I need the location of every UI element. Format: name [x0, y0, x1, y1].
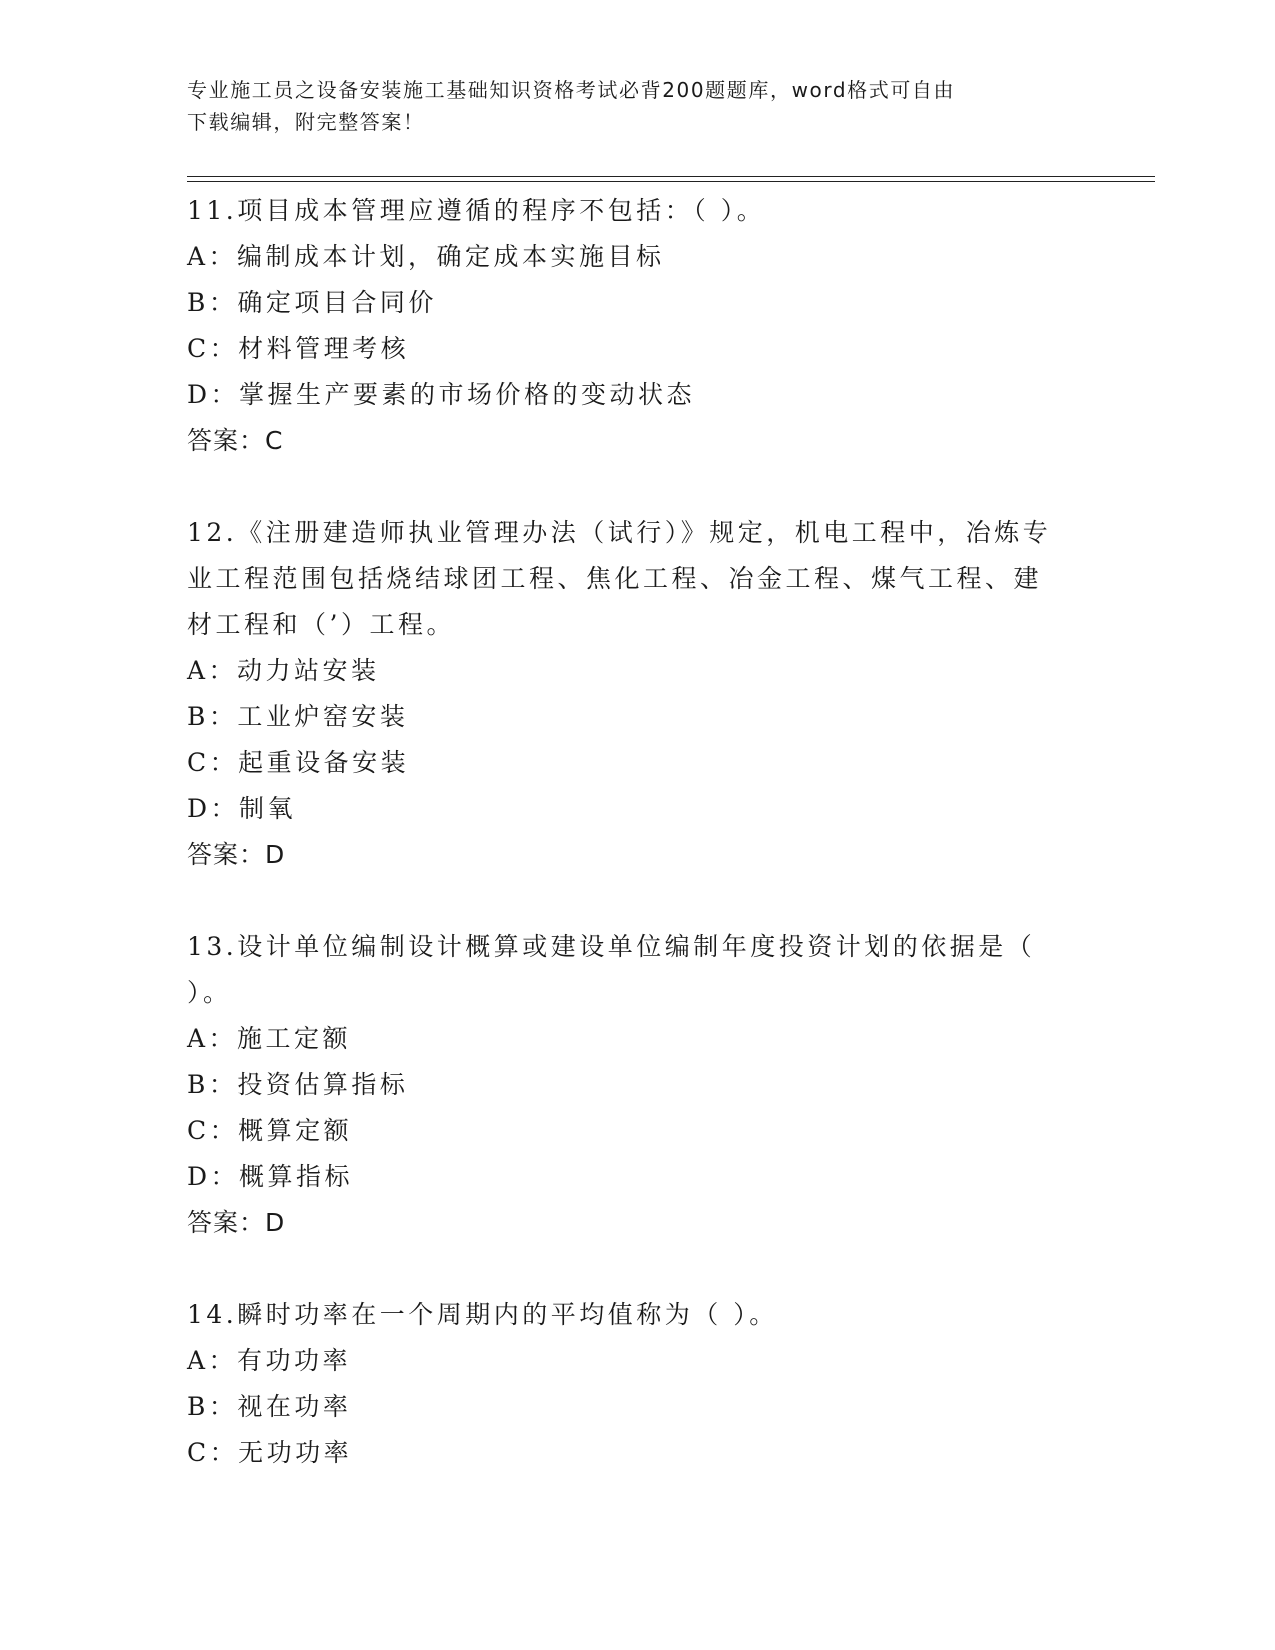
option-c: C：概算定额: [187, 1116, 353, 1145]
answer: 答案：D: [187, 840, 286, 869]
option-d: D：概算指标: [187, 1162, 354, 1191]
option-b: B：投资估算指标: [187, 1070, 409, 1099]
option-a: A：编制成本计划，确定成本实施目标: [187, 242, 665, 271]
question-stem-line: 材工程和（’）工程。: [187, 610, 455, 639]
document-header: [187, 74, 1067, 138]
header-line-2: 下载编辑，附完整答案！: [187, 110, 425, 134]
option-a: A：施工定额: [187, 1024, 352, 1053]
option-c: C：起重设备安装: [187, 748, 410, 777]
header-line-1: 专业施工员之设备安装施工基础知识资格考试必背200题题库，word格式可自由: [187, 78, 956, 102]
answer: 答案：D: [187, 1208, 286, 1237]
option-b: B：确定项目合同价: [187, 288, 437, 317]
option-a: A：有功功率: [187, 1346, 352, 1375]
option-d: D：掌握生产要素的市场价格的变动状态: [187, 380, 696, 409]
option-d: D：制氧: [187, 794, 297, 823]
question-12: [187, 510, 1087, 878]
option-a: A：动力站安装: [187, 656, 380, 685]
question-stem-line: 11.项目成本管理应遵循的程序不包括：（ ）。: [187, 196, 766, 225]
answer: 答案：C: [187, 426, 284, 455]
question-11: [187, 188, 1087, 464]
option-c: C：材料管理考核: [187, 334, 410, 363]
question-stem-line: 14.瞬时功率在一个周期内的平均值称为（ ）。: [187, 1300, 778, 1329]
question-spacer: [187, 878, 1087, 924]
question-stem-line: 13.设计单位编制设计概算或建设单位编制年度投资计划的依据是（: [187, 932, 1036, 961]
header-divider-bottom: [187, 181, 1155, 182]
question-stem-line: 12.《注册建造师执业管理办法（试行）》规定，机电工程中，冶炼专: [187, 518, 1052, 547]
option-c: C：无功功率: [187, 1438, 353, 1467]
question-14: [187, 1292, 1087, 1476]
option-b: B：视在功率: [187, 1392, 352, 1421]
header-divider-top: [187, 176, 1155, 177]
question-spacer: [187, 1246, 1087, 1292]
question-list: [187, 188, 1087, 1476]
question-spacer: [187, 464, 1087, 510]
question-stem-line: ）。: [187, 978, 232, 1007]
option-b: B：工业炉窑安装: [187, 702, 409, 731]
question-stem-line: 业工程范围包括烧结球团工程、焦化工程、冶金工程、煤气工程、建: [187, 564, 1043, 593]
question-13: [187, 924, 1087, 1246]
